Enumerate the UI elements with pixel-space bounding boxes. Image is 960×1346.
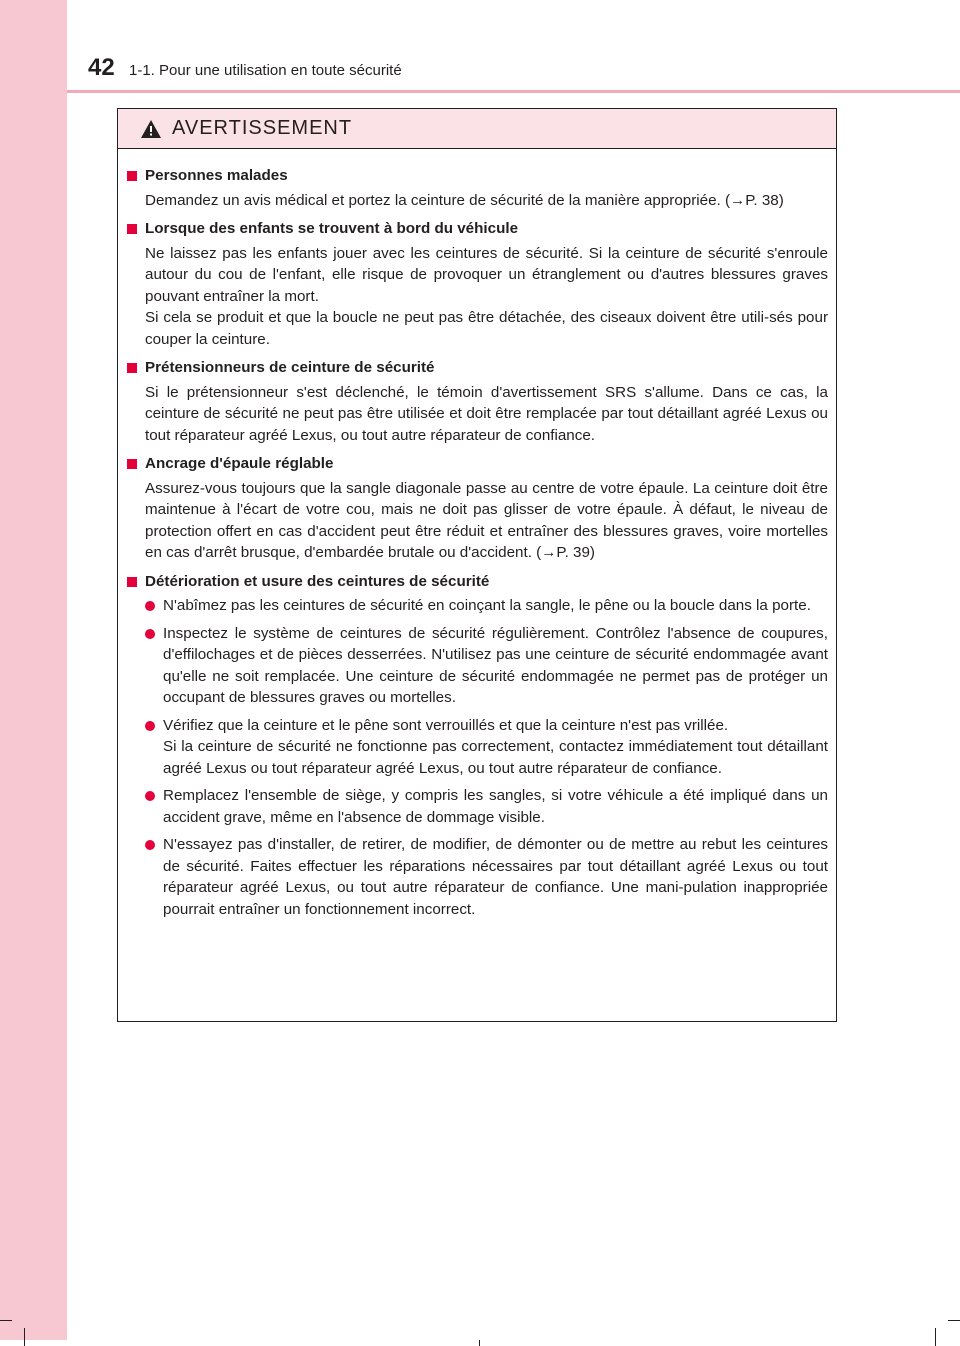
page-number: 42 (88, 54, 115, 81)
crop-mark (24, 1328, 25, 1346)
warning-title: AVERTISSEMENT (172, 117, 353, 139)
red-dot-icon (145, 840, 155, 850)
list-item: Remplacez l'ensemble de siège, y compris les sangles, si votre véhicule a été impliqué dans un accident grave, même en l'absence de dommage visible. (145, 785, 828, 828)
red-square-icon (127, 171, 137, 181)
section-title: 1-1. Pour une utilisation en toute sécurité (129, 62, 402, 79)
paragraph: Si cela se produit et que la boucle ne peut pas être détachée, des ciseaux doivent être utili-sés pour couper la ceinture. (145, 309, 828, 348)
warning-triangle-icon (140, 119, 162, 139)
red-dot-icon (145, 791, 155, 801)
section-children (124, 218, 828, 350)
list-item: Inspectez le système de ceintures de sécurité régulièrement. Contrôlez l'absence de coupures, d'effilochages et de pièces desserrées. N'utilisez pas une ceinture de sécurité endommagée avant qu'elle ne soit remplacée. Une ceinture de sécurité endommagée ne permet pas de protéger un occupant de blessures graves ou mortelles. (145, 623, 828, 709)
section-shoulder-anchor (124, 453, 828, 564)
paragraph: Assurez-vous toujours que la sangle diagonale passe au centre de votre épaule. La ceinture doit être maintenue à l'écart de votre cou, mais ne doit pas glisser de votre épaule. À défaut, le niveau de protection offert en cas d'accident peut être réduit et entraîner des blessures graves, voire mortelles en cas d'arrêt brusque, d'embardée brutale ou d'accident. (→P. 39) (145, 479, 828, 561)
red-square-icon (127, 459, 137, 469)
section-wear (124, 571, 828, 921)
section-heading: Ancrage d'épaule réglable (124, 453, 828, 475)
red-dot-icon (145, 601, 155, 611)
section-heading: Prétensionneurs de ceinture de sécurité (124, 357, 828, 379)
crop-mark (948, 1320, 960, 1321)
paragraph: Si le prétensionneur s'est déclenché, le témoin d'avertissement SRS s'allume. Dans ce cas, la ceinture de sécurité ne peut pas être utilisée et doit être remplacée par tout détaillant agréé Lexus ou tout réparateur agréé Lexus, ou tout autre réparateur de confiance. (145, 383, 828, 444)
warning-header (118, 109, 836, 149)
paragraph: Demandez un avis médical et portez la ceinture de sécurité de la manière appropriée. (→P. 38) (145, 191, 784, 209)
side-color-band (0, 0, 67, 1340)
header-rule (67, 90, 960, 93)
section-heading: Détérioration et usure des ceintures de sécurité (124, 571, 828, 593)
warning-content (118, 149, 836, 920)
section-heading: Personnes malades (124, 165, 828, 187)
crop-mark (0, 1320, 12, 1321)
list-item: N'abîmez pas les ceintures de sécurité en coinçant la sangle, le pêne ou la boucle dans la porte. (145, 595, 828, 617)
warning-box (117, 108, 837, 1022)
crop-mark (935, 1328, 936, 1346)
red-dot-icon (145, 721, 155, 731)
section-sick-persons (124, 165, 828, 211)
red-dot-icon (145, 629, 155, 639)
section-heading: Lorsque des enfants se trouvent à bord du véhicule (124, 218, 828, 240)
red-square-icon (127, 577, 137, 587)
list-item: Vérifiez que la ceinture et le pêne sont verrouillés et que la ceinture n'est pas vrillée. Si la ceinture de sécurité ne fonctionne pas correctement, contactez immédiatement tout détaillant agréé Lexus ou tout réparateur agréé Lexus, ou tout autre réparateur de confiance. (145, 715, 828, 780)
crop-mark (479, 1340, 480, 1346)
section-pretensioners (124, 357, 828, 446)
red-square-icon (127, 224, 137, 234)
list-item: N'essayez pas d'installer, de retirer, de modifier, de démonter ou de mettre au rebut les ceintures de sécurité. Faites effectuer les réparations nécessaires par tout détaillant agréé Lexus ou tout réparateur agréé Lexus, ou tout autre réparateur de confiance. Une mani-pulation inappropriée pourrait entraîner un fonctionnement incorrect. (145, 834, 828, 920)
red-square-icon (127, 363, 137, 373)
paragraph: Ne laissez pas les enfants jouer avec les ceintures de sécurité. Si la ceinture de sécurité s'enroule autour du cou de l'enfant, elle risque de provoquer un étranglement ou d'autres blessures graves pouvant entraîner la mort. (145, 244, 828, 305)
